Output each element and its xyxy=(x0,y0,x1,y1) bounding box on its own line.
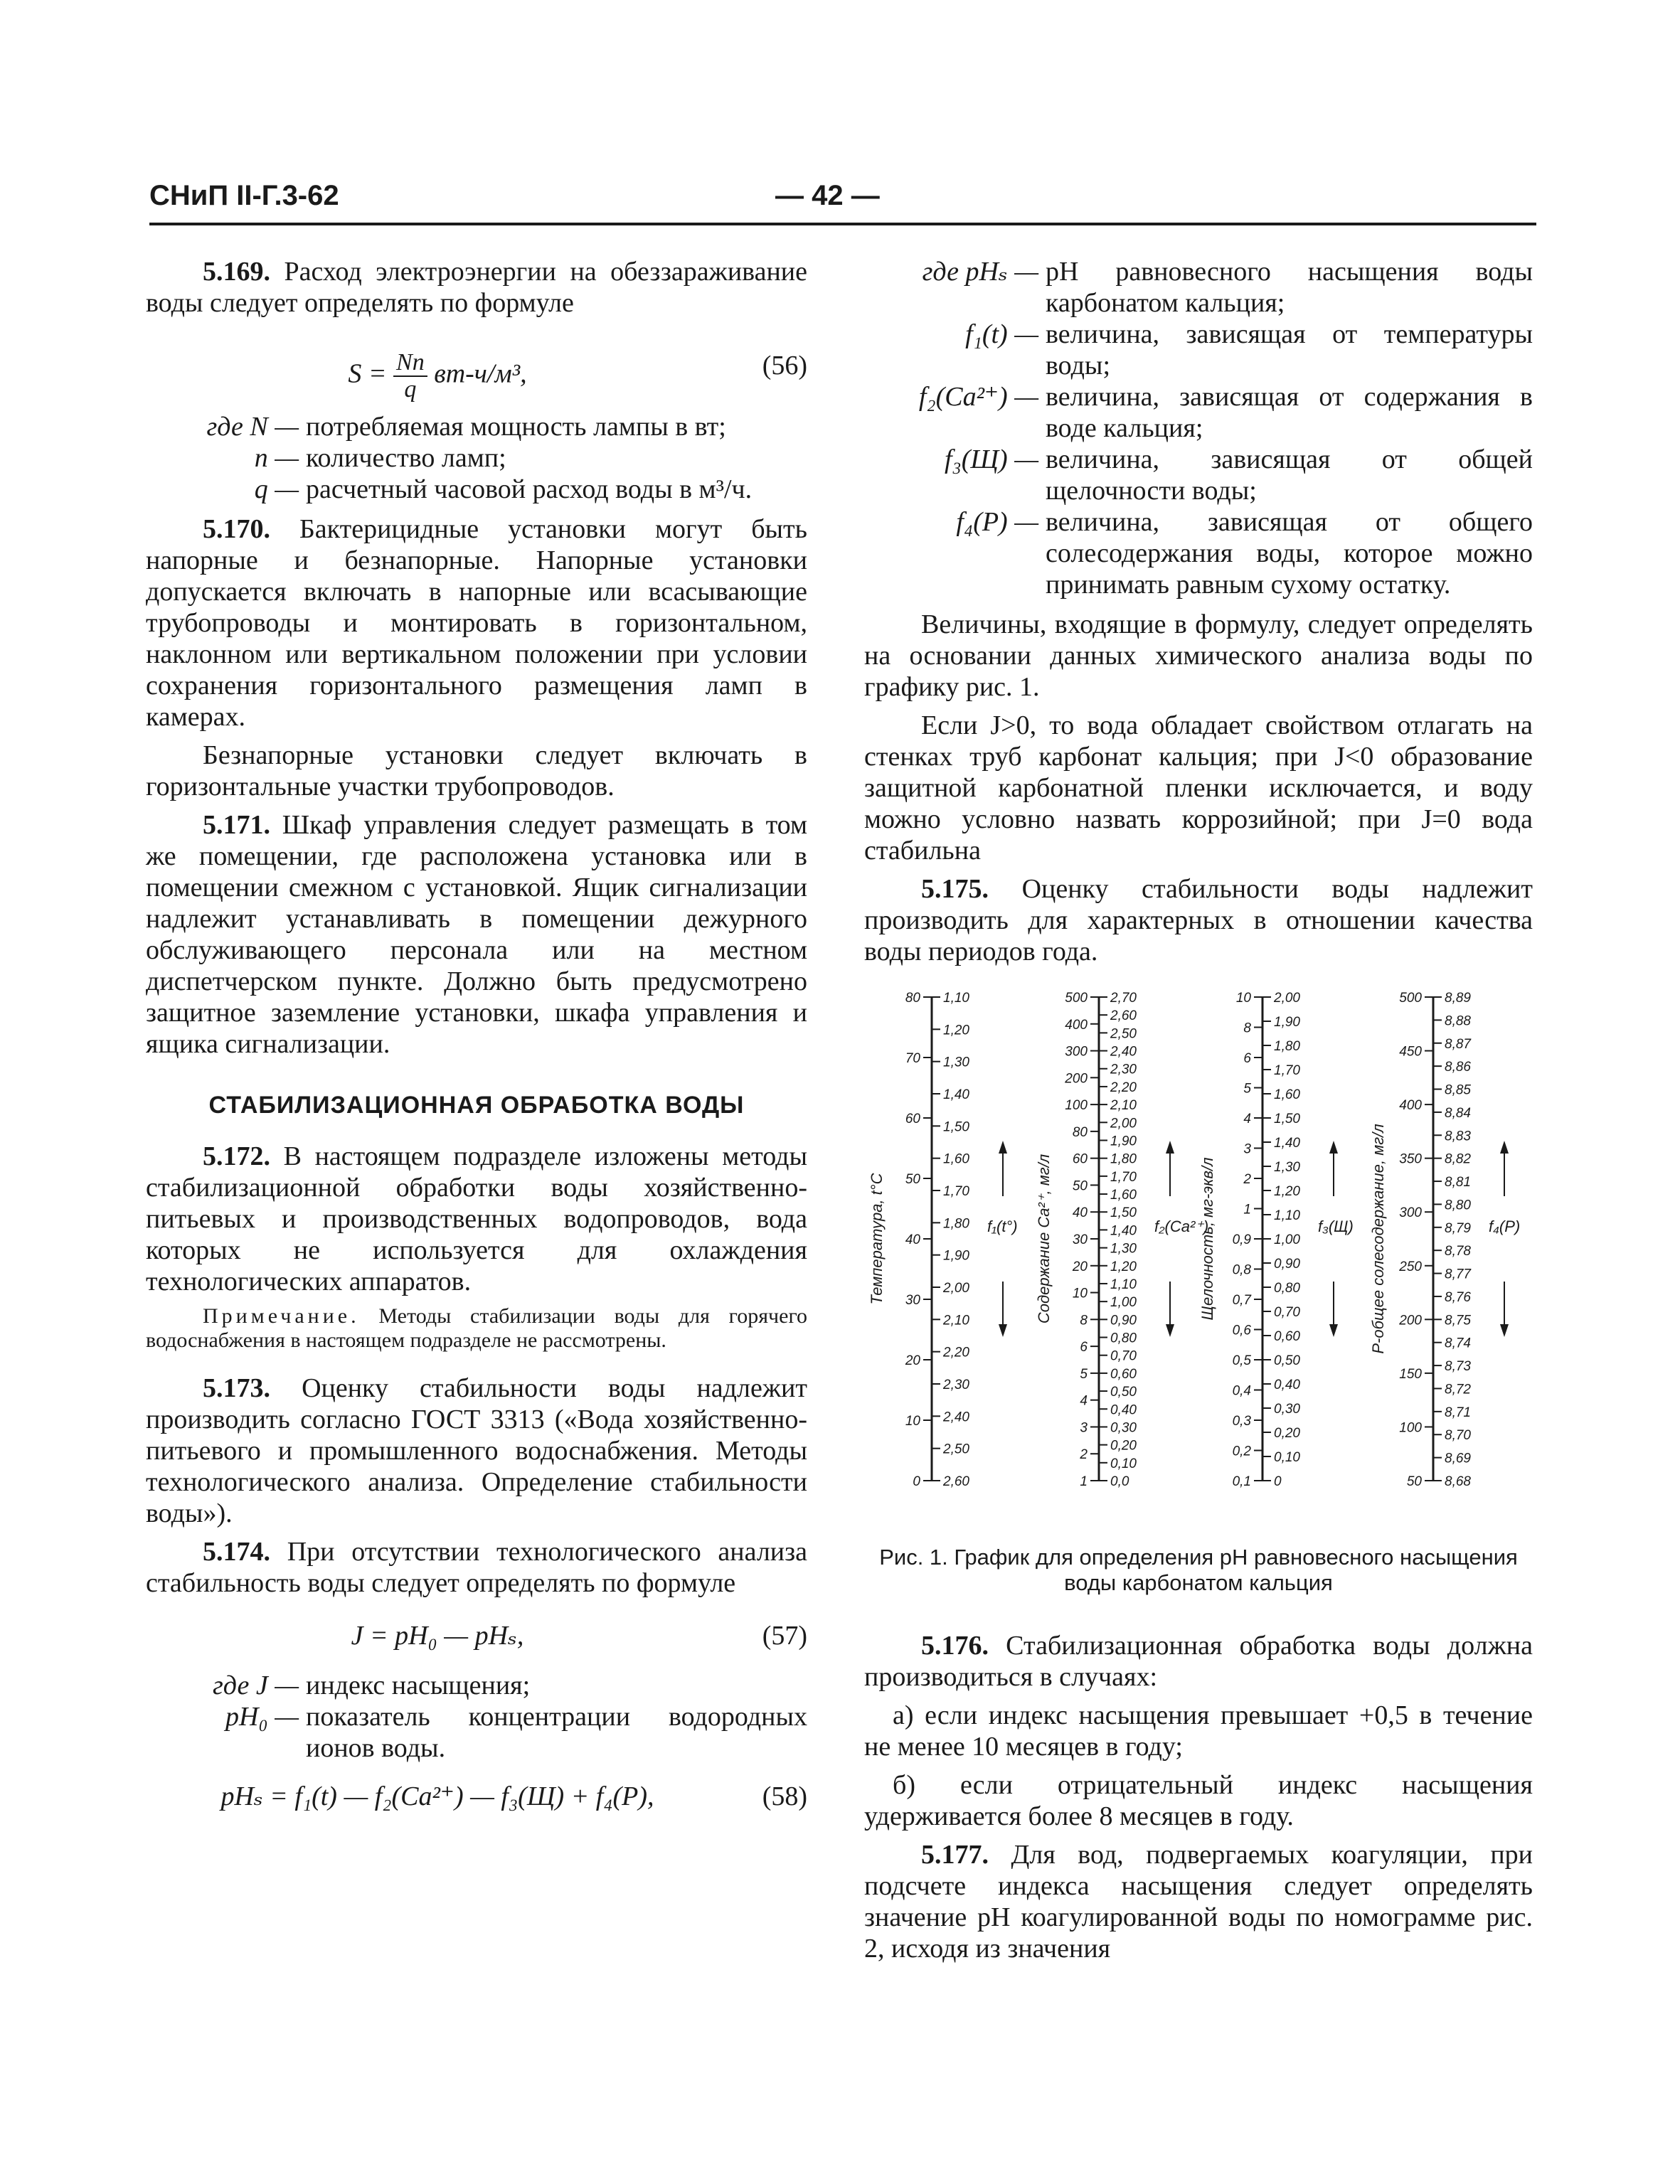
right-tick-label: 0,40 xyxy=(1110,1402,1137,1418)
left-tick-label: 300 xyxy=(1399,1205,1422,1221)
right-tick-label: 8,75 xyxy=(1445,1313,1471,1328)
left-tick-label: 30 xyxy=(905,1293,920,1308)
left-tick-label: 450 xyxy=(1399,1044,1422,1060)
section-heading: СТАБИЛИЗАЦИОННАЯ ОБРАБОТКА ВОДЫ xyxy=(208,1092,745,1119)
arrow-down-icon xyxy=(1166,1324,1174,1337)
right-tick-label: 2,20 xyxy=(943,1345,969,1360)
header-rule xyxy=(149,223,1536,225)
right-tick-label: 2,60 xyxy=(1110,1008,1137,1024)
page-header xyxy=(149,174,1536,228)
scale-3-axis-label: Щелочность, мг-экв/л xyxy=(1198,1157,1216,1321)
right-tick-label: 8,69 xyxy=(1445,1451,1471,1466)
left-tick-label: 100 xyxy=(1399,1420,1422,1436)
paragraph-if-j: Если J>0, то вода обладает свойством отлагать на стенках труб карбонат кальция; при J<0 образование защитной карбонатной пленки исключается, и воду можно условно назвать коррозийной; при J=0 вода стабильна xyxy=(864,710,1533,865)
arrow-down-icon xyxy=(1500,1324,1509,1337)
right-tick-label: 1,50 xyxy=(1110,1205,1137,1221)
arrow-up-icon xyxy=(1329,1141,1338,1154)
page-number: — 42 — xyxy=(775,180,880,211)
left-tick-label: 30 xyxy=(1072,1232,1088,1247)
right-tick-label: 8,70 xyxy=(1445,1428,1471,1444)
right-tick-label: 1,90 xyxy=(943,1248,969,1264)
scale-1-axis-label: Температура, t°C xyxy=(868,1173,886,1305)
left-tick-label: 50 xyxy=(905,1172,920,1187)
right-tick-label: 8,68 xyxy=(1445,1474,1471,1489)
left-tick-label: 0,9 xyxy=(1232,1232,1251,1247)
left-tick-label: 40 xyxy=(905,1232,920,1247)
right-tick-label: 2,70 xyxy=(1110,991,1137,1006)
right-tick-label: 1,60 xyxy=(1274,1087,1300,1102)
right-tick-label: 8,78 xyxy=(1445,1244,1471,1259)
paragraph-5-174: 5.174. При отсутствии технологического анализа стабильность воды следует определять по формуле xyxy=(146,1537,808,1598)
left-tick-label: 400 xyxy=(1399,1098,1422,1114)
right-tick-label: 2,20 xyxy=(1110,1080,1137,1095)
left-tick-label: 5 xyxy=(1243,1081,1251,1097)
right-tick-label: 0,60 xyxy=(1274,1329,1300,1344)
right-tick-label: 2,10 xyxy=(1110,1098,1137,1114)
right-tick-label: 1,20 xyxy=(1274,1184,1300,1199)
left-tick-label: 8 xyxy=(1243,1021,1251,1036)
left-tick-label: 200 xyxy=(1065,1071,1088,1087)
left-tick-label: 500 xyxy=(1065,991,1088,1006)
formula-57-number: (57) xyxy=(762,1621,807,1651)
left-tick-label: 60 xyxy=(1072,1151,1088,1167)
left-tick-label: 500 xyxy=(1399,991,1422,1006)
formula-58: pHₛ = f₁(t) — f₂(Ca²⁺) — f₃(Щ) + f₄(P), (58) xyxy=(220,1781,807,1811)
right-tick-label: 1,80 xyxy=(1110,1151,1137,1167)
right-tick-label: 2,60 xyxy=(943,1474,969,1489)
left-tick-label: 1 xyxy=(1243,1202,1251,1218)
paragraph-5-172: 5.172. В настоящем подразделе изложены методы стабилизационной обработки воды хозяйственно-питьевых и производственных водопроводов, вода которых не используется для охлаждения технологических аппаратов. xyxy=(146,1141,807,1296)
document-code: СНиП II-Г.3-62 xyxy=(149,180,339,211)
right-tick-label: 8,74 xyxy=(1445,1336,1471,1351)
left-tick-label: 6 xyxy=(1243,1051,1251,1066)
left-tick-label: 3 xyxy=(1243,1141,1251,1157)
arrow-up-icon xyxy=(1166,1141,1174,1154)
right-tick-label: 0,40 xyxy=(1274,1378,1300,1392)
left-tick-label: 80 xyxy=(1072,1124,1088,1140)
left-tick-label: 100 xyxy=(1065,1098,1088,1114)
right-tick-label: 0,80 xyxy=(1110,1331,1137,1346)
scale-4-axis-label: P-общее солесодержание, мг/л xyxy=(1369,1124,1387,1354)
note: Примечание. Методы стабилизации воды для горячего водоснабжения в настоящем подразделе не рассмотрены. xyxy=(146,1304,808,1352)
right-tick-label: 8,71 xyxy=(1445,1405,1471,1420)
right-tick-label: 1,50 xyxy=(1274,1112,1300,1126)
scale-2-function-label: f₂(Ca²⁺) xyxy=(1154,1218,1209,1235)
left-tick-label: 2 xyxy=(1243,1172,1251,1187)
scale-2-axis-label: Содержание Ca²⁺, мг/л xyxy=(1035,1154,1053,1324)
right-tick-label: 8,80 xyxy=(1445,1198,1471,1213)
right-tick-label: 1,90 xyxy=(1274,1015,1300,1030)
right-tick-label: 0,0 xyxy=(1110,1474,1129,1489)
right-tick-label: 8,72 xyxy=(1445,1382,1471,1397)
paragraph-5-177: 5.177. Для вод, подвергаемых коагуляции, при подсчете индекса насыщения следует определять значение pH коагулированной воды по номограмме рис. 2, исходя из значения xyxy=(864,1840,1533,1964)
right-tick-label: 8,89 xyxy=(1445,991,1471,1006)
right-tick-label: 1,30 xyxy=(1274,1160,1300,1175)
right-tick-label: 8,84 xyxy=(1445,1105,1471,1121)
left-tick-label: 1 xyxy=(1080,1474,1088,1489)
paragraph-5-171: 5.171. Шкаф управления следует размещать в том же помещении, где расположена установка или в помещении смежном с установкой. Ящик сигнализации надлежит устанавливать в помещении дежурного обслуживающего персонала или на местном диспетчерском пункте. Должно быть предусмотрено защитное заземление установки, шкафа управления и ящика сигнализации. xyxy=(146,810,807,1059)
right-tick-label: 1,20 xyxy=(1110,1259,1137,1274)
right-tick-label: 2,00 xyxy=(1110,1116,1137,1131)
right-tick-label: 1,70 xyxy=(1274,1063,1300,1078)
right-tick-label: 1,90 xyxy=(1110,1134,1137,1149)
left-tick-label: 0,7 xyxy=(1232,1293,1251,1308)
left-column xyxy=(146,256,807,1822)
left-tick-label: 80 xyxy=(905,991,920,1006)
right-tick-label: 1,40 xyxy=(1110,1223,1137,1239)
scale-3-function-label: f₃(Щ) xyxy=(1318,1218,1354,1235)
left-tick-label: 350 xyxy=(1399,1151,1422,1167)
left-tick-label: 0,6 xyxy=(1232,1323,1251,1338)
right-tick-label: 2,40 xyxy=(1110,1044,1137,1060)
formula-58-number: (58) xyxy=(762,1781,807,1811)
left-tick-label: 400 xyxy=(1065,1017,1088,1033)
right-tick-label: 1,10 xyxy=(1274,1208,1300,1223)
left-tick-label: 4 xyxy=(1080,1393,1088,1409)
right-tick-label: 0,50 xyxy=(1110,1385,1137,1400)
right-tick-label: 0,20 xyxy=(1110,1438,1137,1454)
formula-57: J = pH₀ — pHₛ, (57) xyxy=(351,1621,807,1651)
right-tick-label: 2,50 xyxy=(943,1442,969,1457)
left-tick-label: 0,4 xyxy=(1232,1383,1251,1399)
right-tick-label: 1,60 xyxy=(943,1151,969,1167)
right-tick-label: 1,10 xyxy=(943,991,969,1006)
right-tick-label: 0,50 xyxy=(1274,1353,1300,1368)
arrow-up-icon xyxy=(1500,1141,1509,1154)
paragraph-5-170-b: Безнапорные установки следует включать в горизонтальные участки трубопроводов. xyxy=(146,740,807,801)
arrow-down-icon xyxy=(1329,1324,1338,1337)
paragraph-5-173: 5.173. Оценку стабильности воды надлежит производить согласно ГОСТ 3313 («Вода хозяйственно-питьевого и промышленного водоснабжения. Методы технологического анализа. Определение стабильности воды»). xyxy=(146,1373,808,1528)
left-tick-label: 10 xyxy=(1235,991,1251,1006)
right-tick-label: 8,86 xyxy=(1445,1060,1471,1075)
left-tick-label: 0,5 xyxy=(1232,1353,1251,1368)
left-tick-label: 0 xyxy=(913,1474,920,1489)
formula-56-number: (56) xyxy=(762,351,807,380)
nomogram xyxy=(864,983,1533,1538)
right-tick-label: 1,00 xyxy=(1274,1232,1300,1247)
right-tick-label: 2,10 xyxy=(943,1313,969,1328)
left-tick-label: 0,2 xyxy=(1232,1444,1251,1459)
formula-57-legend: где J — индекс насыщения; pH₀ — показатель концентрации водородных ионов воды. xyxy=(212,1671,807,1763)
arrow-down-icon xyxy=(999,1324,1007,1337)
right-column xyxy=(864,256,1533,1971)
right-tick-label: 8,87 xyxy=(1445,1036,1471,1052)
right-tick-label: 8,73 xyxy=(1445,1359,1471,1375)
left-tick-label: 50 xyxy=(1072,1178,1088,1194)
right-tick-label: 8,88 xyxy=(1445,1013,1471,1029)
left-tick-label: 250 xyxy=(1399,1259,1422,1274)
paragraph-5-176: 5.176. Стабилизационная обработка воды должна производиться в случаях: xyxy=(864,1631,1533,1692)
left-tick-label: 4 xyxy=(1243,1112,1251,1126)
right-tick-label: 0 xyxy=(1274,1474,1282,1489)
formula-56-legend: где N — потребляемая мощность лампы в вт; n — количество ламп; q — расчетный часовой расход воды в м³/ч. xyxy=(206,412,753,504)
right-tick-label: 0,30 xyxy=(1110,1420,1137,1436)
right-tick-label: 8,79 xyxy=(1445,1220,1471,1236)
right-tick-label: 8,76 xyxy=(1445,1289,1471,1305)
scale-4-function-label: f₄(P) xyxy=(1489,1218,1521,1235)
right-tick-label: 1,00 xyxy=(1110,1295,1137,1311)
left-tick-label: 20 xyxy=(1072,1259,1088,1274)
right-tick-label: 0,90 xyxy=(1274,1257,1300,1272)
list-item-a: а) если индекс насыщения превышает +0,5 в течение не менее 10 месяцев в году; xyxy=(864,1700,1533,1762)
right-tick-label: 0,10 xyxy=(1110,1456,1137,1471)
left-tick-label: 0,8 xyxy=(1232,1262,1251,1278)
right-tick-label: 1,30 xyxy=(943,1055,969,1070)
right-tick-label: 2,00 xyxy=(1274,991,1300,1006)
right-tick-label: 2,50 xyxy=(1110,1026,1137,1042)
right-tick-label: 1,30 xyxy=(1110,1241,1137,1257)
right-tick-label: 1,40 xyxy=(1274,1136,1300,1151)
right-tick-label: 1,20 xyxy=(943,1023,969,1038)
paragraph-5-170: 5.170. Бактерицидные установки могут быть напорные и безнапорные. Напорные установки допускается включать в напорные или всасывающие трубопроводы и монтировать в горизонтальном, наклонном или вертикальном положении при условии сохранения горизонтального размещения ламп в камерах. xyxy=(146,514,807,732)
formula-58-legend: где pHₛ — pH равновесного насыщения воды карбонатом кальция; f₁(t) — величина, зависящая от температуры воды; f₂(Ca²⁺) — величина, зависящая от содержания в воде кальция; f₃(Щ) — величина, зависящая от общей щелочности воды; f₄(P) — величина, зависящая от общего солесодержания воды, которое можно принимать равным сухому остатку. xyxy=(918,257,1533,600)
right-tick-label: 0,80 xyxy=(1274,1281,1300,1296)
left-tick-label: 50 xyxy=(1406,1474,1422,1489)
right-tick-label: 0,70 xyxy=(1110,1348,1137,1364)
right-tick-label: 8,81 xyxy=(1445,1175,1471,1190)
right-tick-label: 1,40 xyxy=(943,1087,969,1102)
right-tick-label: 0,70 xyxy=(1274,1305,1300,1320)
left-tick-label: 2 xyxy=(1080,1447,1088,1463)
right-tick-label: 2,30 xyxy=(1110,1062,1137,1077)
left-tick-label: 8 xyxy=(1080,1313,1088,1328)
left-tick-label: 300 xyxy=(1065,1044,1088,1060)
paragraph-values: Величины, входящие в формулу, следует определять на основании данных химического анализа воды по графику рис. 1. xyxy=(864,609,1533,702)
left-tick-label: 5 xyxy=(1080,1366,1088,1382)
right-tick-label: 8,82 xyxy=(1445,1151,1471,1167)
right-tick-label: 1,80 xyxy=(1274,1039,1300,1054)
left-tick-label: 150 xyxy=(1399,1366,1422,1382)
left-tick-label: 200 xyxy=(1399,1313,1422,1328)
right-tick-label: 2,40 xyxy=(943,1410,969,1425)
right-tick-label: 1,80 xyxy=(943,1216,969,1232)
left-tick-label: 10 xyxy=(1072,1286,1088,1301)
left-tick-label: 20 xyxy=(905,1353,920,1368)
paragraph-5-169: 5.169. Расход электроэнергии на обеззараживание воды следует определять по формуле xyxy=(146,257,807,318)
right-tick-label: 1,70 xyxy=(943,1184,969,1199)
right-tick-label: 1,70 xyxy=(1110,1169,1137,1185)
right-tick-label: 0,30 xyxy=(1274,1402,1300,1417)
right-tick-label: 8,77 xyxy=(1445,1267,1471,1282)
left-tick-label: 60 xyxy=(905,1112,920,1126)
right-tick-label: 1,10 xyxy=(1110,1277,1137,1292)
right-tick-label: 8,85 xyxy=(1445,1082,1471,1098)
right-tick-label: 0,20 xyxy=(1274,1426,1300,1441)
right-tick-label: 1,60 xyxy=(1110,1188,1137,1203)
right-tick-label: 0,60 xyxy=(1110,1366,1137,1382)
list-item-b: б) если отрицательный индекс насыщения удерживается более 8 месяцев в году. xyxy=(864,1770,1533,1831)
left-tick-label: 0,3 xyxy=(1232,1414,1251,1429)
right-tick-label: 1,50 xyxy=(943,1119,969,1135)
arrow-up-icon xyxy=(999,1141,1007,1154)
paragraph-5-175: 5.175. Оценку стабильности воды надлежит производить для характерных в отношении качества воды периодов года. xyxy=(864,874,1533,966)
right-tick-label: 8,83 xyxy=(1445,1129,1471,1144)
right-tick-label: 0,90 xyxy=(1110,1313,1137,1328)
left-tick-label: 0,1 xyxy=(1232,1474,1251,1489)
left-tick-label: 40 xyxy=(1072,1205,1088,1221)
left-tick-label: 6 xyxy=(1080,1340,1088,1355)
left-tick-label: 70 xyxy=(905,1051,920,1066)
nomogram-figure xyxy=(864,983,1533,1538)
left-tick-label: 3 xyxy=(1080,1420,1088,1436)
formula-56: S = $\frac{Nn}{q}$ вт-ч/м³, (56) xyxy=(348,349,807,403)
right-tick-label: 2,30 xyxy=(943,1378,969,1392)
right-tick-label: 2,00 xyxy=(943,1281,969,1296)
figure-caption: Рис. 1. График для определения pH равновесного насыщения воды карбонатом кальция xyxy=(879,1545,1518,1595)
scale-1-function-label: f₁(t°) xyxy=(987,1218,1018,1235)
right-tick-label: 0,10 xyxy=(1274,1450,1300,1465)
left-tick-label: 10 xyxy=(905,1414,920,1429)
